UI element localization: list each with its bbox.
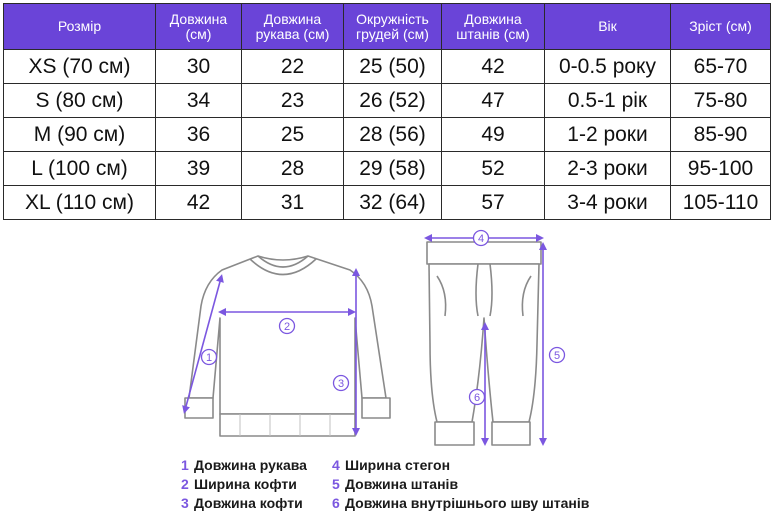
marker-6 [470,390,485,405]
table-row [4,118,771,152]
svg-text:4: 4 [477,233,485,245]
cell-pants: 52 [442,152,545,186]
table-header-row [4,4,771,50]
cell-pants: 57 [442,186,545,220]
pants-icon [427,242,541,445]
cell-age: 1-2 роки [545,118,671,152]
legend-item: 1 Довжина рукава [181,457,307,473]
cell-sleeve: 28 [242,152,344,186]
legend-item: 6 Довжина внутрішнього шву штанів [332,495,590,511]
cell-age: 0-0.5 року [545,50,671,84]
cell-height: 105-110 [671,186,771,220]
cell-chest: 28 (56) [344,118,442,152]
legend-left [181,456,307,513]
cell-length: 34 [156,84,242,118]
cell-chest: 25 (50) [344,50,442,84]
marker-5 [550,348,565,363]
header-height: Зріст (см) [671,4,771,50]
header-length: Довжина (см) [156,4,242,50]
cell-age: 3-4 роки [545,186,671,220]
table-row [4,152,771,186]
legend-right [332,456,589,513]
cell-length: 30 [156,50,242,84]
cell-height: 85-90 [671,118,771,152]
cell-pants: 42 [442,50,545,84]
cell-pants: 47 [442,84,545,118]
svg-text:6: 6 [473,392,481,404]
marker-3 [334,376,349,391]
cell-size: XL (110 см) [4,186,156,220]
cell-length: 42 [156,186,242,220]
cell-length: 39 [156,152,242,186]
cell-chest: 26 (52) [344,84,442,118]
cell-size: M (90 см) [4,118,156,152]
marker-1 [202,350,217,365]
cell-sleeve: 23 [242,84,344,118]
sweatshirt-icon [185,256,390,436]
table-row [4,186,771,220]
header-pants-length: Довжина штанів (см) [442,4,545,50]
cell-height: 65-70 [671,50,771,84]
table-row [4,50,771,84]
cell-size: S (80 см) [4,84,156,118]
garment-illustration [0,226,773,456]
cell-height: 75-80 [671,84,771,118]
svg-text:3: 3 [337,378,345,390]
size-table [3,3,771,220]
header-size: Розмір [4,4,156,50]
svg-text:2: 2 [283,321,291,333]
legend-item: 3 Довжина кофти [181,495,303,511]
cell-sleeve: 22 [242,50,344,84]
cell-size: L (100 см) [4,152,156,186]
cell-age: 2-3 роки [545,152,671,186]
legend-item: 5 Довжина штанів [332,476,459,492]
legend-item: 4 Ширина стегон [332,457,451,473]
header-chest: Окружність грудей (см) [344,4,442,50]
cell-size: XS (70 см) [4,50,156,84]
svg-text:5: 5 [553,350,561,362]
cell-sleeve: 31 [242,186,344,220]
cell-pants: 49 [442,118,545,152]
cell-length: 36 [156,118,242,152]
marker-2 [280,319,295,334]
marker-4 [474,231,489,246]
cell-chest: 29 (58) [344,152,442,186]
table-row [4,84,771,118]
header-age: Вік [545,4,671,50]
legend-item: 2 Ширина кофти [181,476,297,492]
cell-sleeve: 25 [242,118,344,152]
cell-age: 0.5-1 рік [545,84,671,118]
svg-text:1: 1 [205,352,213,364]
cell-height: 95-100 [671,152,771,186]
header-sleeve-length: Довжина рукава (см) [242,4,344,50]
cell-chest: 32 (64) [344,186,442,220]
